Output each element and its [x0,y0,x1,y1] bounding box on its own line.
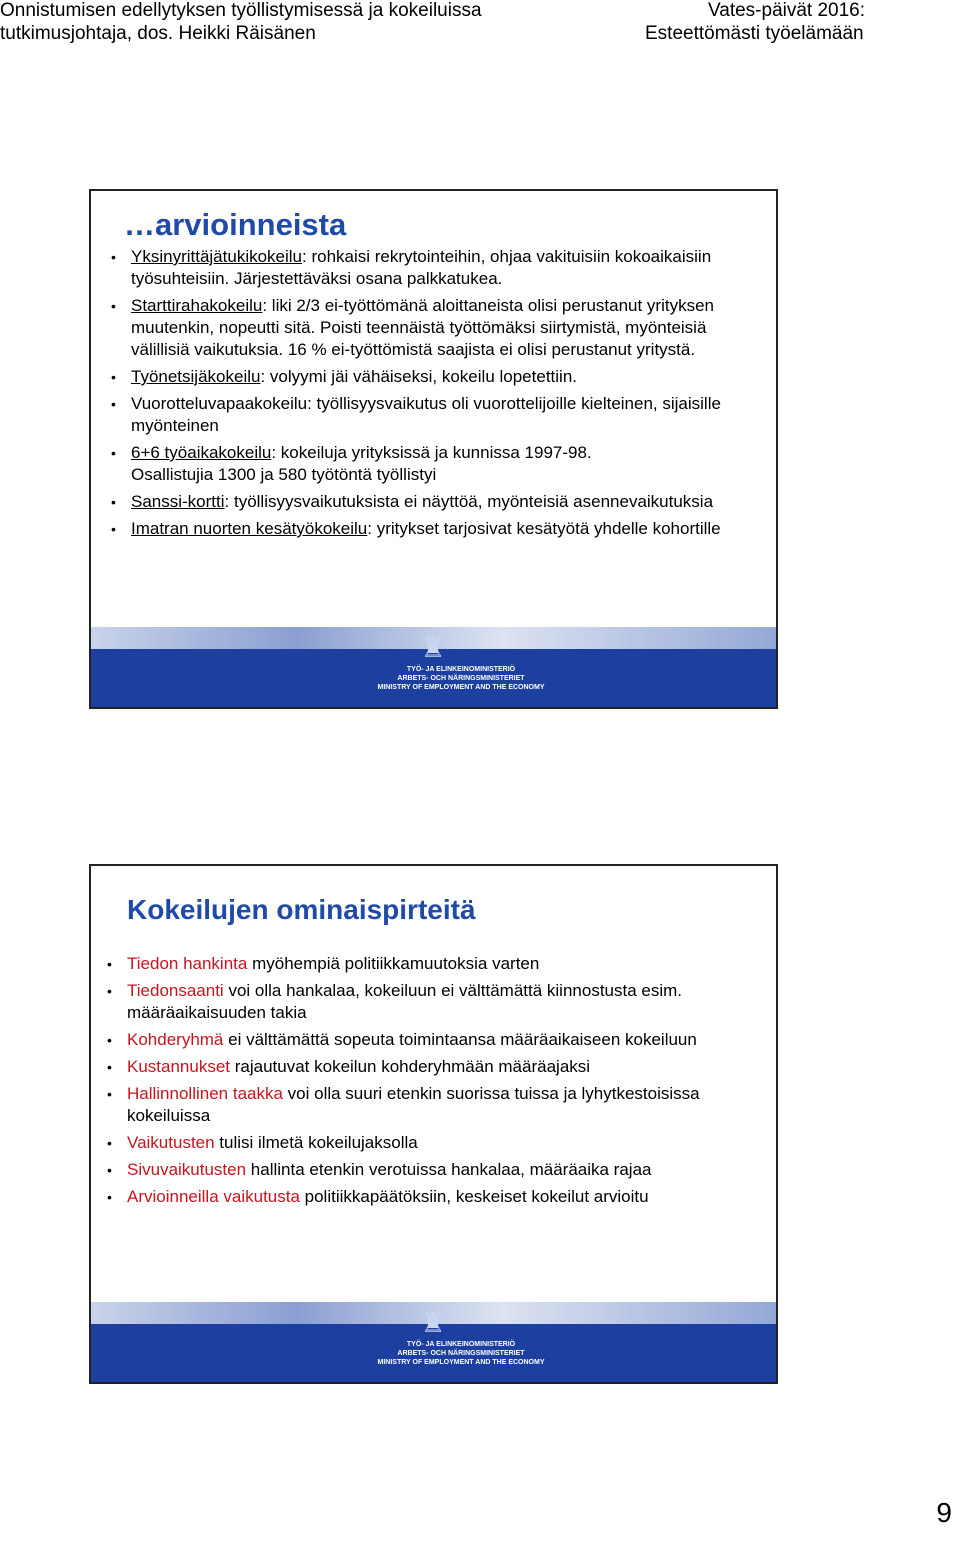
header-left-line2: tutkimusjohtaja, dos. Heikki Räisänen [0,23,316,44]
list-item [111,518,761,540]
list-item [107,953,747,975]
item-keyword: Kohderyhmä [127,1030,224,1049]
item-text: rajautuvat kokeilun kohderyhmään määräajaksi [230,1057,591,1076]
item-text: myöhempiä politiikkamuutoksia varten [247,954,540,973]
item-topic: Työnetsijäkokeilu [131,367,261,386]
item-text: ei välttämättä sopeuta toimintaansa määräaikaiseen kokeiluun [223,1030,697,1049]
lion-crest-icon: ♜ [420,632,446,663]
header-right-line2: Esteettömästi työelämään [645,23,864,44]
list-item [111,393,761,437]
item-keyword: Sivuvaikutusten [127,1160,247,1179]
list-item [107,1056,747,1078]
list-item [107,1159,747,1181]
item-text: : volyymi jäi vähäiseksi, kokeilu lopetettiin. [260,367,577,386]
slide2-bullet-list [107,953,747,1213]
item-keyword: Hallinnollinen taakka [127,1084,283,1103]
item-topic: Yksinyrittäjätukikokeilu [131,247,303,266]
item-text: politiikkapäätöksiin, keskeiset kokeilut arvioitu [299,1187,649,1206]
list-item [107,1186,747,1208]
list-item [111,366,761,388]
item-topic: Sanssi-kortti [131,492,225,511]
list-item [111,442,761,486]
ministry-banner [91,627,776,707]
ministry-banner [91,1302,776,1382]
list-item [107,1083,747,1127]
item-keyword: Kustannukset [127,1057,231,1076]
slide-kokeilujen-ominaispirteita [89,864,778,1384]
item-text: : kokeiluja yrityksissä ja kunnissa 1997-98. [271,443,592,462]
item-text: : yritykset tarjosivat kesätyötä yhdelle kohortille [367,519,721,538]
list-item [111,295,761,361]
item-text: voi olla hankalaa, kokeiluun ei välttämättä kiinnostusta esim. määräaikaisuuden takia [127,981,683,1022]
lion-crest-icon: ♜ [420,1307,446,1338]
list-item [107,1029,747,1051]
item-text: : liki 2/3 ei-työttömänä aloittaneista olisi perustanut yrityksen muutenkin, nopeutti sitä. Poisti teennäistä työttömäksi siirtymistä, myönteisiä välillisiä vaikutuksia. 16 % ei-työttömistä saajista ei olisi perustanut yritystä. [131,296,715,359]
page-number: 9 [936,1497,952,1528]
list-item [107,1132,747,1154]
list-item [107,980,747,1024]
slide2-title: Kokeilujen ominaispirteitä [127,894,476,925]
item-text: hallinta etenkin verotuissa hankalaa, määräaika rajaa [246,1160,652,1179]
ministry-name: TYÖ- JA ELINKEINOMINISTERIÖ ARBETS- OCH NÄRINGSMINISTERIET MINISTRY OF EMPLOYMENT AND THE ECONOMY [377,666,545,691]
list-item [111,491,761,513]
slide1-bullet-list [111,246,761,545]
item-text: Vuorotteluvapaakokeilu: työllisyysvaikutus oli vuorottelijoille kielteinen, sijaisille myönteinen [131,394,721,435]
item-keyword: Arvioinneilla vaikutusta [127,1187,300,1206]
item-keyword: Tiedon hankinta [127,954,248,973]
item-topic: Imatran nuorten kesätyökokeilu [131,519,368,538]
header-right-line1: Vates-päivät 2016: [708,0,866,21]
slide-arvioinneista [89,189,778,709]
list-item [111,246,761,290]
item-topic: Starttirahakokeilu [131,296,263,315]
item-keyword: Vaikutusten [127,1133,215,1152]
item-text: : työllisyysvaikutuksista ei näyttöä, myönteisiä asennevaikutuksia [224,492,714,511]
header-left-line1: Onnistumisen edellytyksen työllistymisessä ja kokeiluissa [0,0,482,21]
ministry-name: TYÖ- JA ELINKEINOMINISTERIÖ ARBETS- OCH NÄRINGSMINISTERIET MINISTRY OF EMPLOYMENT AND THE ECONOMY [377,1341,545,1366]
slide1-title: …arvioinneista [124,207,347,242]
item-text: : rohkaisi rekrytointeihin, ohjaa vakituisiin kokoaikaisiin työsuhteisiin. Järjestettäväksi osana palkkatukea. [131,247,712,288]
item-keyword: Tiedonsaanti [127,981,224,1000]
item-continuation: Osallistujia 1300 ja 580 työtöntä työllistyi [131,465,437,484]
item-topic: 6+6 työaikakokeilu [131,443,272,462]
item-text: tulisi ilmetä kokeilujaksolla [214,1133,418,1152]
item-text: voi olla suuri etenkin suorissa tuissa ja lyhytkestoisissa kokeiluissa [127,1084,700,1125]
